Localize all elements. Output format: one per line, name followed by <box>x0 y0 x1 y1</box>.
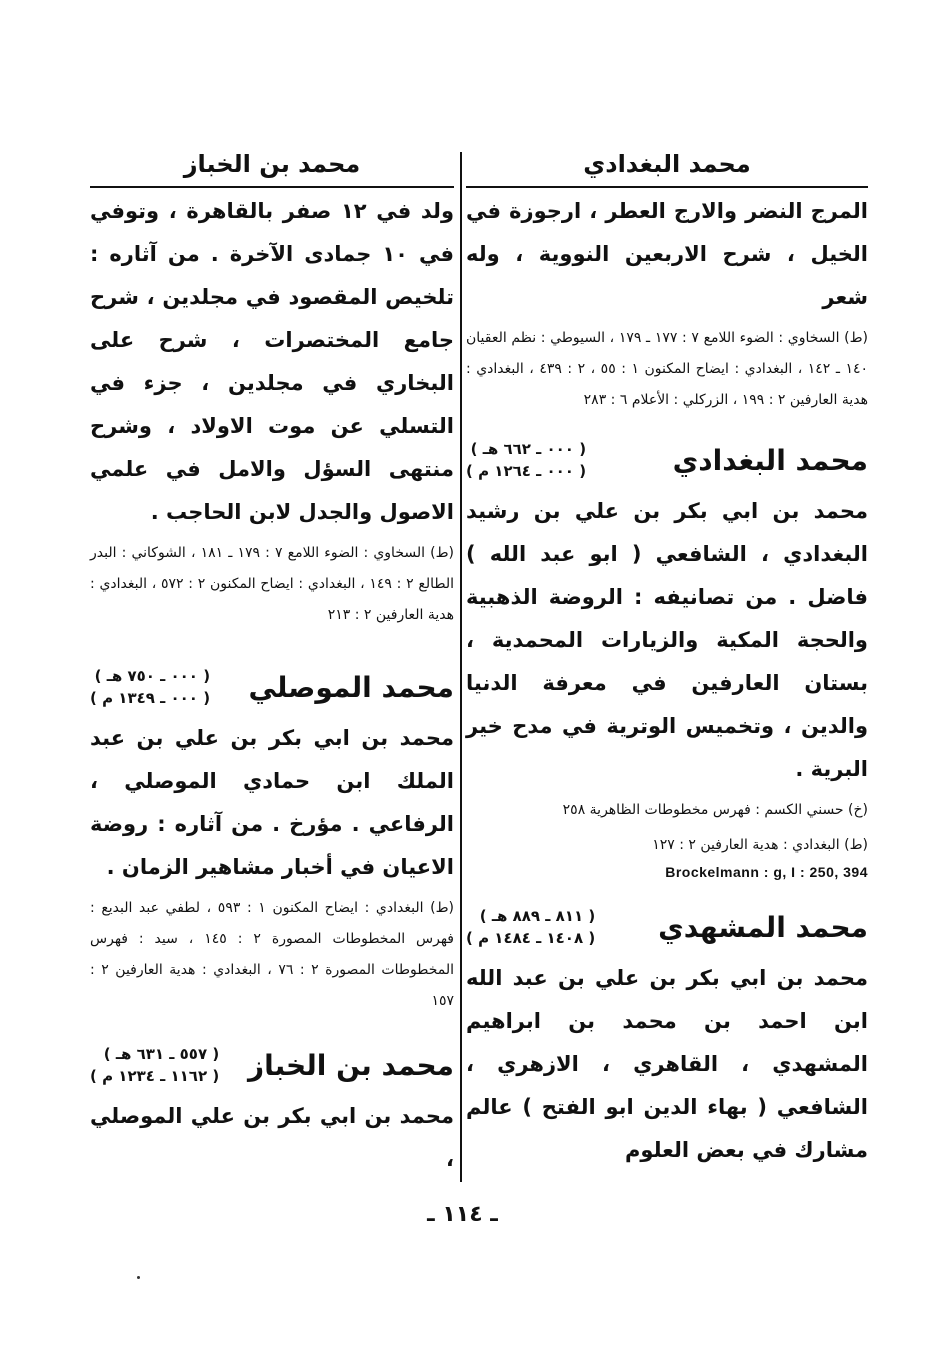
entry-body-baghdadi: محمد بن ابي بكر بن علي بن رشيد البغدادي ، الشافعي ( ابو عبد الله ) فاضل . من تصانيفه : الروضة الذهبية والحجة المكية والزيارات المحمدية ، بستان العارفين في معرفة الدنيا والدين ، وتخميس الوترية في مدح خير البرية . <box>466 499 868 781</box>
dates-hijri: ( ٠٠٠ ـ ٦٦٢ هـ ) <box>470 440 587 458</box>
dates-hijri: ( ٨١١ ـ ٨٨٩ هـ ) <box>479 907 596 925</box>
left-continued-references: (ط) السخاوي : الضوء اللامع ٧ : ١٧٩ ـ ١٨١ ، الشوكاني : البدر الطالع ٢ : ١٤٩ ، البغدادي : ايضاح المكنون ٢ : ٥٧٢ ، البغدادي : هدية العارفين ٢ : ٢١٣ <box>90 545 454 623</box>
right-column <box>466 146 868 1172</box>
entry-name: محمد البغدادي <box>672 443 868 477</box>
latin-reference: Brockelmann : g, I : 250, 394 <box>665 864 868 880</box>
entry-dates <box>466 438 586 482</box>
right-running-header: محمد البغدادي <box>583 150 751 178</box>
entry-body-mawsili: محمد بن ابي بكر بن علي بن عبد الملك ابن حمادي الموصلي ، الرفاعي . مؤرخ . من آثاره : روضة الاعيان في أخبار مشاهير الزمان . <box>90 726 454 879</box>
entry-name: محمد بن الخباز <box>247 1048 454 1082</box>
column-divider <box>460 152 462 1182</box>
entry-dates <box>90 665 210 709</box>
entry-body-mashhadi: محمد بن ابي بكر بن علي بن عبد الله ابن احمد بن محمد بن ابراهيم المشهدي ، القاهري ، الازهري ، الشافعي ( بهاء الدين ابو الفتح ) عالم مشارك في بعض العلوم <box>466 966 868 1162</box>
right-continued-references: (ط) السخاوي : الضوء اللامع ٧ : ١٧٧ ـ ١٧٩ ، السيوطي : نظم العقيان ١٤٠ ـ ١٤٢ ، البغدادي : ايضاح المكنون ١ : ٥٥ ، ٢ : ٤٣٩ ، البغدادي : هدية العارفين ٢ : ١٩٩ ، الزركلي : الأعلام ٦ : ٢٨٣ <box>466 330 868 408</box>
entry-print-refs: (ط) البغدادي : هدية العارفين ٢ : ١٢٧ <box>652 837 868 853</box>
entry-manuscript-refs: (خ) حسني الكسم : فهرس مخطوطات الظاهرية ٢٥٨ <box>562 802 868 818</box>
entry-name: محمد الموصلي <box>248 670 454 704</box>
entry-name: محمد المشهدي <box>658 910 868 944</box>
left-column <box>90 146 454 1181</box>
entry-heading-khabbaz <box>90 1043 454 1087</box>
dates-hijri: ( ٥٥٧ ـ ٦٣١ هـ ) <box>103 1045 220 1063</box>
dates-gregorian: ( ٠٠٠ ـ ١٢٦٤ م ) <box>466 462 587 480</box>
entry-body-khabbaz: محمد بن ابي بكر بن علي الموصلي ، <box>90 1104 454 1171</box>
print-speck <box>137 1276 140 1279</box>
right-continued-text: المرج النضر والارج العطر ، ارجوزة في الخيل ، شرح الاربعين النووية ، وله شعر <box>466 199 868 309</box>
dates-hijri: ( ٠٠٠ ـ ٧٥٠ هـ ) <box>94 667 211 685</box>
entry-dates <box>466 905 595 949</box>
entry-heading-baghdadi <box>466 438 868 482</box>
entry-print-refs: (ط) البغدادي : ايضاح المكنون ١ : ٥٩٣ ، لطفي عبد البديع : فهرس المخطوطات المصورة ٢ : ١٤٥ ، سيد : فهرس المخطوطات المصورة ٢ : ٧٦ ، البغدادي : هدية العارفين ٢ : ١٥٧ <box>90 900 454 1009</box>
entry-heading-mashhadi <box>466 905 868 949</box>
dates-gregorian: ( ٠٠٠ ـ ١٣٤٩ م ) <box>90 689 211 707</box>
entry-heading-mawsili <box>90 665 454 709</box>
entry-dates <box>90 1043 219 1087</box>
left-continued-text: ولد في ١٢ صفر بالقاهرة ، وتوفي في ١٠ جمادى الآخرة . من آثاره : تلخيص المقصود في مجلدين ، شرح جامع المختصرات ، شرح على البخاري في مجلدين ، جزء في التسلي عن موت الاولاد ، وشرح منتهى السؤل والامل في علمي الاصول والجدل لابن الحاجب . <box>90 199 454 524</box>
dates-gregorian: ( ١١٦٢ ـ ١٢٣٤ م ) <box>90 1067 220 1085</box>
left-running-header: محمد بن الخباز <box>183 150 361 178</box>
page-number: ـ ١١٤ ـ <box>427 1202 498 1227</box>
dates-gregorian: ( ١٤٠٨ ـ ١٤٨٤ م ) <box>466 929 596 947</box>
